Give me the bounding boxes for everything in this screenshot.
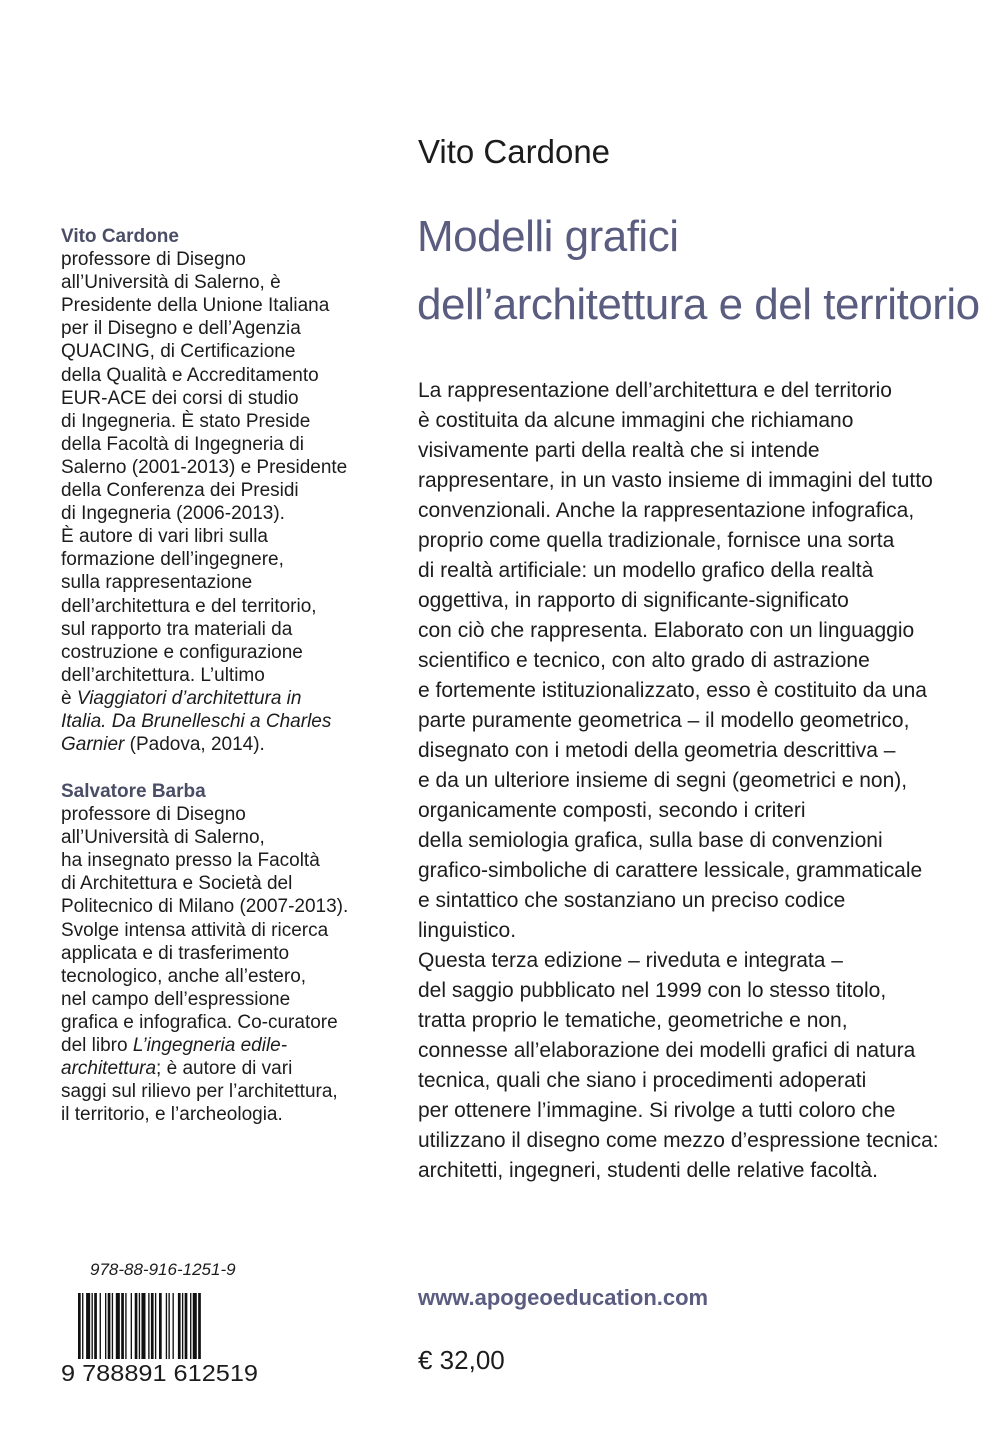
description-line: oggettiva, in rapporto di significante-significato	[418, 589, 849, 612]
description-line: di realtà artificiale: un modello grafico della realtà	[418, 559, 874, 582]
bio-line: QUACING, di Certificazione	[61, 341, 296, 363]
bio-line: costruzione e configurazione	[61, 641, 303, 663]
bio-line: applicata e di trasferimento	[61, 942, 290, 964]
bio-line	[61, 1034, 381, 1057]
barcode	[60, 1293, 260, 1385]
description-line: tecnica, quali che siano i procedimenti adoperati	[418, 1069, 867, 1092]
bio-author-name: Vito Cardone	[61, 226, 179, 247]
bio-line: nel campo dell’espressione	[61, 988, 291, 1010]
barcode-bar	[178, 1293, 181, 1359]
bio-text-prefix: del libro	[61, 1035, 133, 1057]
barcode-bar	[148, 1293, 149, 1359]
description-line: con ciò che rappresenta. Elaborato con un linguaggio	[418, 619, 915, 642]
bio-line: di Architettura e Società del	[61, 873, 293, 895]
barcode-bar	[112, 1293, 113, 1359]
bio-line: sulla rappresentazione	[61, 572, 253, 594]
barcode-bar	[182, 1293, 183, 1359]
bio-line: Politecnico di Milano (2007-2013).	[61, 896, 349, 918]
bio-line: per il Disegno e dell’Agenzia	[61, 318, 301, 340]
description-line: visivamente parti della realtà che si intende	[418, 439, 820, 462]
price: € 32,00	[418, 1345, 505, 1375]
bio-vito-cardone	[61, 225, 381, 756]
description-line: utilizzano il disegno come mezzo d’espressione tecnica:	[418, 1129, 939, 1152]
barcode-bar	[92, 1293, 93, 1359]
bio-line: grafica e infografica. Co-curatore	[61, 1011, 338, 1033]
bio-line: EUR-ACE dei corsi di studio	[61, 387, 299, 409]
book-title-line1: Modelli grafici	[417, 212, 679, 261]
book-title-line2: dell’architettura e del territorio	[417, 280, 980, 329]
barcode-bar	[151, 1293, 154, 1359]
barcode-bar	[108, 1293, 111, 1359]
description-line: per ottenere l’immagine. Si rivolge a tutti coloro che	[418, 1099, 896, 1122]
bio-line: della Qualità e Accreditamento	[61, 364, 319, 386]
bio-salvatore-barba	[61, 780, 381, 1126]
bio-line: il territorio, e l’archeologia.	[61, 1104, 283, 1126]
description-line: linguistico.	[418, 919, 517, 942]
barcode-bar	[94, 1293, 97, 1359]
barcode-bar	[159, 1293, 162, 1359]
bio-line: Svolge intensa attività di ricerca	[61, 919, 329, 941]
description-line: architetti, ingegneri, studenti delle relative facoltà.	[418, 1159, 878, 1182]
bio-line: della Facoltà di Ingegneria di	[61, 433, 304, 455]
description-line: e fortemente istituzionalizzato, esso è costituito da una	[418, 679, 927, 702]
description-line: connesse all’elaborazione dei modelli grafici di natura	[418, 1039, 916, 1062]
barcode-bar	[121, 1293, 124, 1359]
bio-text-prefix: è	[61, 687, 77, 709]
barcode-digits: 9 788891 612519	[61, 1360, 258, 1385]
bio-text	[61, 248, 381, 756]
description-line: grafico-simboliche di carattere lessicale, grammaticale	[418, 859, 923, 882]
bio-line: all’Università di Salerno,	[61, 827, 265, 849]
barcode-bar	[105, 1293, 106, 1359]
description-line: Questa terza edizione – riveduta e integrata –	[418, 949, 843, 972]
description-line: della semiologia grafica, sulla base di convenzioni	[418, 829, 883, 852]
book-title: Italia. Da Brunelleschi a Charles	[61, 710, 332, 732]
bio-line: all’Università di Salerno, è	[61, 272, 281, 294]
bio-line: sul rapporto tra materiali da	[61, 618, 293, 640]
bio-line	[61, 733, 381, 756]
bio-author-name: Salvatore Barba	[61, 781, 206, 802]
book-description	[418, 376, 978, 1186]
barcode-bar	[116, 1293, 120, 1359]
barcode-bar	[173, 1293, 174, 1359]
publisher-website[interactable]: www.apogeoeducation.com	[418, 1285, 709, 1310]
bio-line: della Conferenza dei Presidi	[61, 480, 299, 502]
barcode-bar	[166, 1293, 167, 1359]
bio-line: saggi sul rilievo per l’architettura,	[61, 1081, 338, 1103]
barcode-bar	[190, 1293, 191, 1359]
barcode-bar	[155, 1293, 156, 1359]
bio-line: dell’architettura. L’ultimo	[61, 664, 265, 686]
description-line: disegnato con i metodi della geometria descrittiva –	[418, 739, 896, 762]
bio-line: Salerno (2001-2013) e Presidente	[61, 456, 348, 478]
description-line: parte puramente geometrica – il modello geometrico,	[418, 709, 910, 732]
bio-line: di Ingegneria. È stato Preside	[61, 410, 311, 432]
book-title: Viaggiatori d’architettura in	[76, 687, 302, 709]
bio-line: di Ingegneria (2006-2013).	[61, 503, 285, 525]
barcode-bar	[193, 1293, 197, 1359]
book-title: architettura	[61, 1058, 157, 1080]
bio-line: dell’architettura e del territorio,	[61, 595, 317, 617]
barcode-bar	[100, 1293, 101, 1359]
bio-text	[61, 803, 381, 1126]
bio-text-suffix: (Padova, 2014).	[124, 734, 265, 756]
description-line: convenzionali. Anche la rappresentazione infografica,	[418, 499, 915, 522]
bio-line	[61, 687, 381, 710]
bio-line: professore di Disegno	[61, 249, 246, 271]
bio-text-suffix: ; è autore di vari	[156, 1058, 293, 1080]
barcode-bar	[86, 1293, 90, 1359]
barcode-bar	[168, 1293, 169, 1359]
book-author: Vito Cardone	[418, 133, 611, 170]
description-line: e sintattico che sostanziano un preciso codice	[418, 889, 846, 912]
bio-line: Presidente della Unione Italiana	[61, 295, 330, 317]
description-line: La rappresentazione dell’architettura e del territorio	[418, 379, 892, 402]
description-line: proprio come quella tradizionale, fornisce una sorta	[418, 529, 895, 552]
bio-line: È autore di vari libri sulla	[61, 526, 268, 548]
barcode-bar	[125, 1293, 126, 1359]
isbn-number: 978-88-916-1251-9	[90, 1260, 236, 1279]
barcode-bar	[185, 1293, 188, 1359]
description-line: e da un ulteriore insieme di segni (geometrici e non),	[418, 769, 908, 792]
barcode-bar	[135, 1293, 138, 1359]
book-title: L’ingegneria edile-	[132, 1035, 288, 1057]
barcode-bar	[131, 1293, 132, 1359]
description-line: tratta proprio le tematiche, geometriche e non,	[418, 1009, 848, 1032]
description-line: è costituita da alcune immagini che richiamano	[418, 409, 854, 432]
bio-line: professore di Disegno	[61, 804, 246, 826]
description-line: scientifico e tecnico, con alto grado di astrazione	[418, 649, 870, 672]
book-title: Garnier	[61, 734, 125, 756]
bio-line: tecnologico, anche all’estero,	[61, 965, 307, 987]
description-line: organicamente composti, secondo i criteri	[418, 799, 806, 822]
bio-line	[61, 1057, 381, 1080]
description-line: del saggio pubblicato nel 1999 con lo stesso titolo,	[418, 979, 887, 1002]
description-line: rappresentare, in un vasto insieme di immagini del tutto	[418, 469, 933, 492]
bio-line: formazione dell’ingegnere,	[61, 549, 284, 571]
bio-line: ha insegnato presso la Facoltà	[61, 850, 320, 872]
